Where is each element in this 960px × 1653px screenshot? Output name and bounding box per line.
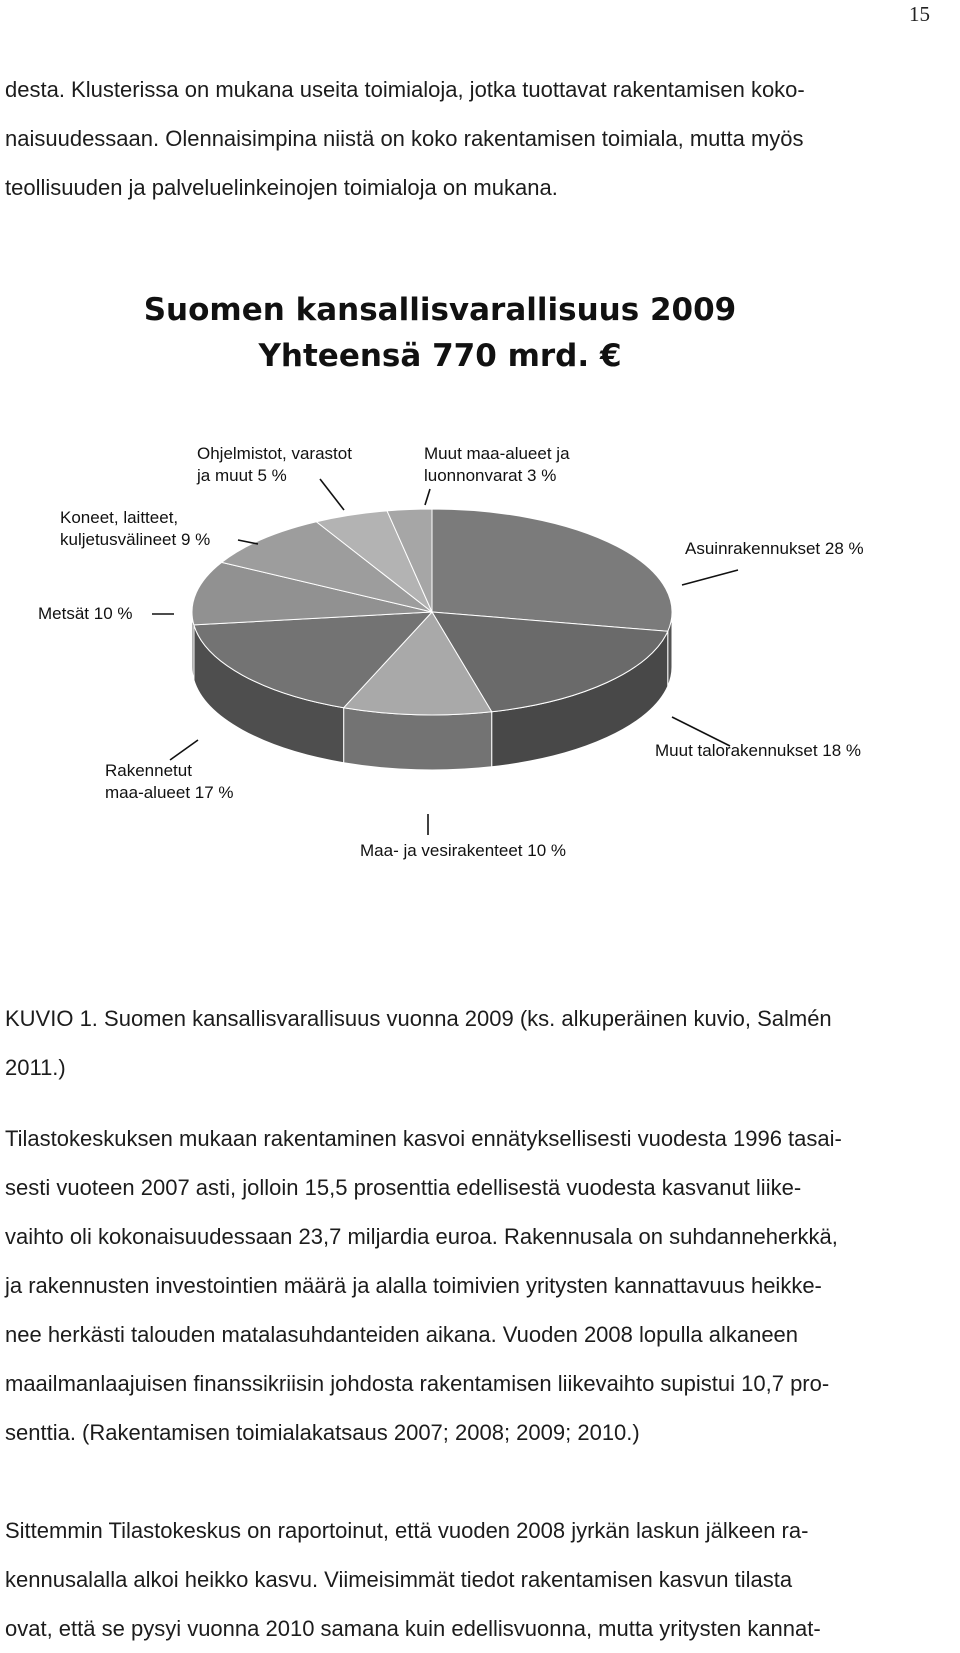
- pie-slice-label-line: Koneet, laitteet,: [60, 508, 179, 527]
- pie-slice-label: [196, 444, 352, 485]
- chart-subtitle: Yhteensä 770 mrd. €: [258, 338, 622, 374]
- pie-slice-label-line: Ohjelmistot, varastot: [197, 444, 352, 463]
- paragraph-statistics: [5, 1114, 940, 1457]
- pie-slice-label-line: Metsät 10 %: [38, 604, 133, 623]
- pie-leader-line: [425, 489, 430, 505]
- pie-slice-label-line: Muut talorakennukset 18 %: [655, 741, 862, 760]
- pie-slice-label: [360, 841, 566, 860]
- paragraph-line: desta. Klusterissa on mukana useita toimialoja, jotka tuottavat rakentamisen koko-: [5, 77, 805, 102]
- paragraph-line: senttia. (Rakentamisen toimialakatsaus 2007; 2008; 2009; 2010.): [5, 1420, 640, 1445]
- paragraph-line: Tilastokeskuksen mukaan rakentaminen kasvoi ennätyksellisesti vuodesta 1996 tasai-: [5, 1126, 842, 1151]
- figure-caption: [5, 994, 940, 1092]
- pie-slice-label-line: Rakennetut: [105, 761, 192, 780]
- paragraph-line: nee herkästi talouden matalasuhdanteiden aikana. Vuoden 2008 lopulla alkaneen: [5, 1322, 799, 1347]
- pie-leader-line: [170, 740, 198, 760]
- paragraph-line: ovat, että se pysyi vuonna 2010 samana kuin edellisvuonna, mutta yritysten kannat-: [5, 1616, 821, 1641]
- paragraph-line: vaihto oli kokonaisuudessaan 23,7 miljardia euroa. Rakennusala on suhdanneherkkä,: [5, 1224, 838, 1249]
- pie-slice-label-line: Maa- ja vesirakenteet 10 %: [360, 841, 566, 860]
- paragraph-intro: [5, 65, 940, 212]
- pie-slice-side: [344, 708, 492, 770]
- pie-slice-label: [38, 604, 133, 623]
- page-number: 15: [909, 2, 930, 26]
- pie-chart-svg: [0, 280, 960, 920]
- pie-slice: [432, 509, 672, 631]
- pie-chart: [0, 280, 960, 920]
- pie-slice-label: [685, 539, 864, 558]
- pie-slice-label: [60, 508, 210, 549]
- pie-slice-label: [424, 444, 570, 485]
- pie-slice-label-line: ja muut 5 %: [197, 466, 287, 485]
- chart-title: Suomen kansallisvarallisuus 2009: [143, 292, 737, 328]
- paragraph-recent: [5, 1506, 940, 1653]
- pie-slice-label-line: kuljetusvälineet 9 %: [60, 530, 211, 549]
- pie-slice-label-line: Muut maa-alueet ja: [424, 444, 570, 463]
- paragraph-line: naisuudessaan. Olennaisimpina niistä on koko rakentamisen toimiala, mutta myös: [5, 126, 804, 151]
- pie-slice-label: [655, 741, 861, 760]
- caption-line: KUVIO 1. Suomen kansallisvarallisuus vuonna 2009 (ks. alkuperäinen kuvio, Salmén: [5, 1006, 832, 1031]
- pie-top-faces: [192, 509, 672, 715]
- pie-slice-label-line: Asuinrakennukset 28 %: [685, 539, 864, 558]
- paragraph-line: kennusalalla alkoi heikko kasvu. Viimeisimmät tiedot rakentamisen kasvun tilasta: [5, 1567, 793, 1592]
- pie-slice-label: [105, 761, 234, 802]
- paragraph-line: maailmanlaajuisen finanssikriisin johdosta rakentamisen liikevaihto supistui 10,7 pro-: [5, 1371, 830, 1396]
- pie-slice-label-line: maa-alueet 17 %: [105, 783, 234, 802]
- pie-slice-label-line: luonnonvarat 3 %: [424, 466, 557, 485]
- pie-leader-line: [320, 479, 344, 510]
- caption-line: 2011.): [5, 1055, 66, 1080]
- paragraph-line: ja rakennusten investointien määrä ja alalla toimivien yritysten kannattavuus heikke-: [5, 1273, 822, 1298]
- paragraph-line: Sittemmin Tilastokeskus on raportoinut, että vuoden 2008 jyrkän laskun jälkeen ra-: [5, 1518, 809, 1543]
- paragraph-line: sesti vuoteen 2007 asti, jolloin 15,5 prosenttia edellisestä vuodesta kasvanut liike-: [5, 1175, 802, 1200]
- paragraph-line: teollisuuden ja palveluelinkeinojen toimialoja on mukana.: [5, 175, 558, 200]
- pie-leader-line: [682, 570, 738, 585]
